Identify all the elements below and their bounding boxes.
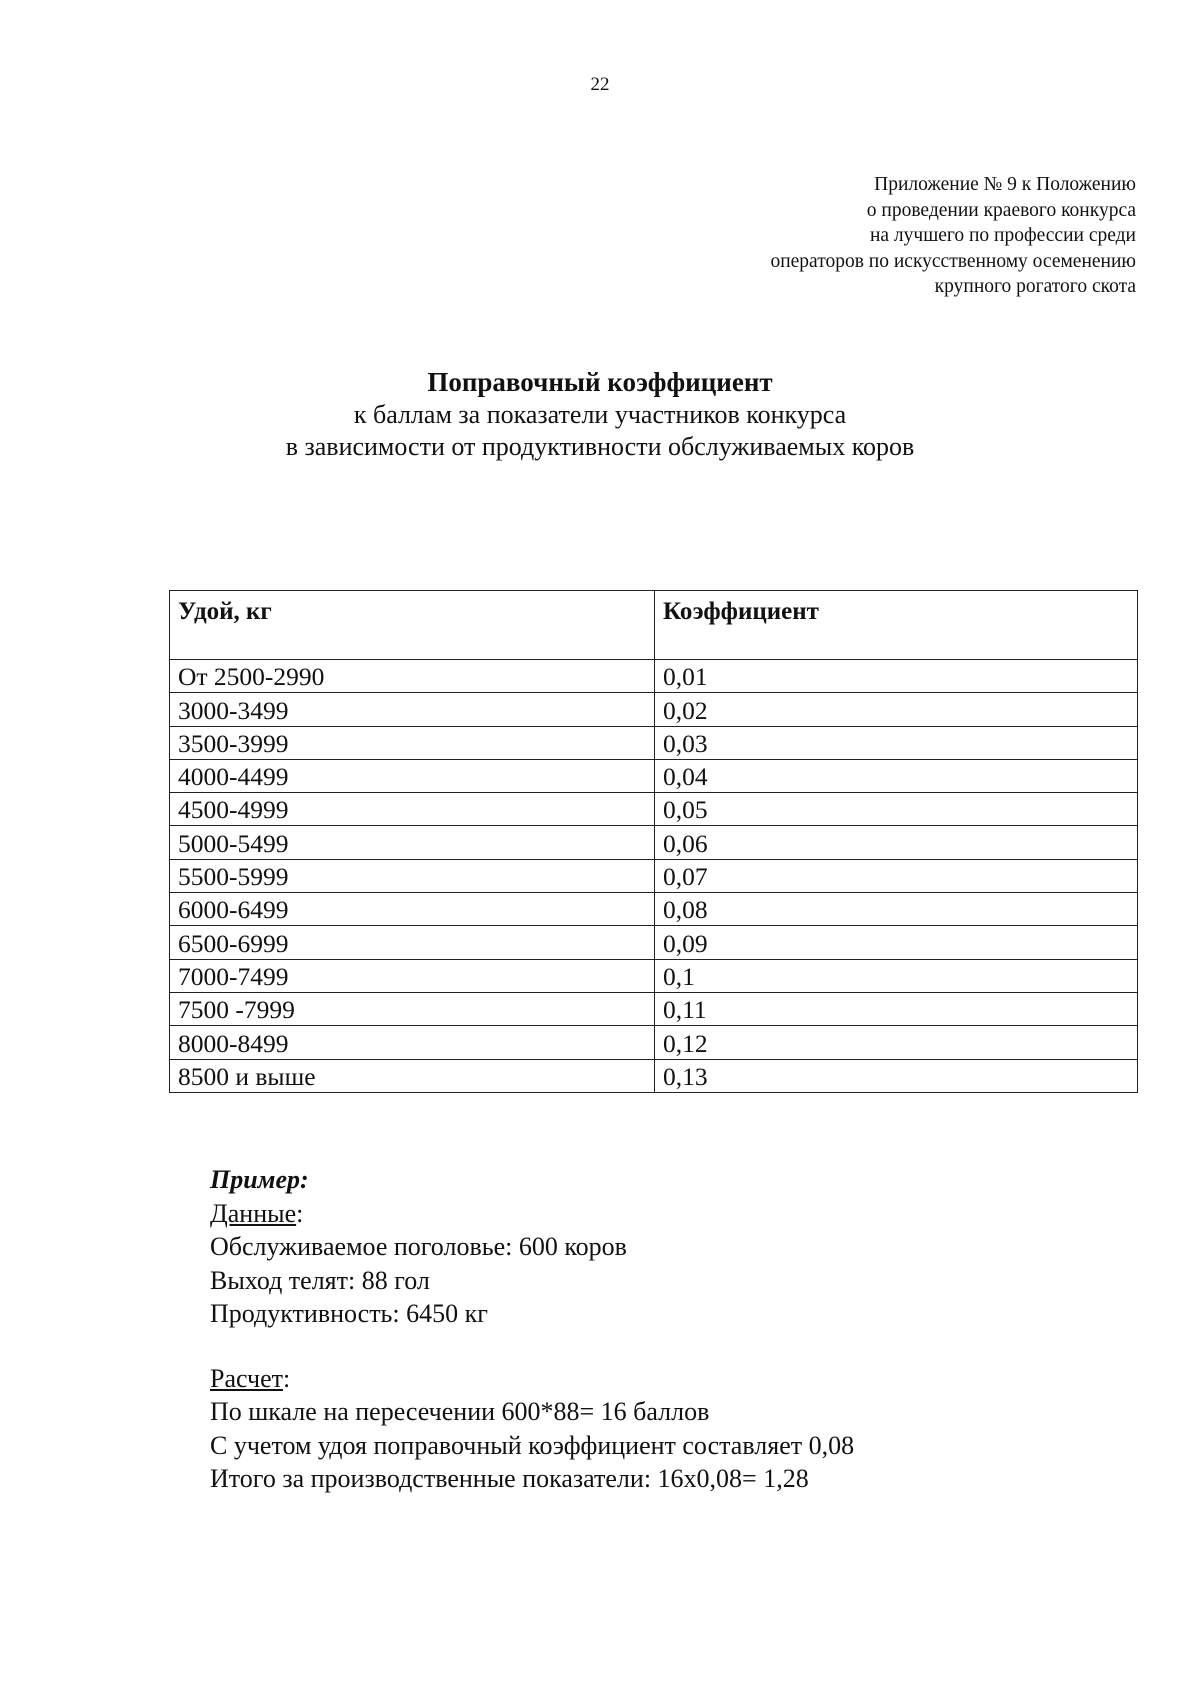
coefficient-cell: 0,05 — [655, 793, 1138, 826]
coefficient-cell: 0,08 — [655, 893, 1138, 926]
table-row — [170, 759, 1138, 792]
yield-cell: 8500 и выше — [170, 1059, 655, 1092]
data-line: Продуктивность: 6450 кг — [210, 1299, 488, 1328]
table-row — [170, 693, 1138, 726]
column-header-yield: Удой, кг — [170, 591, 655, 660]
appendix-header — [770, 172, 1136, 300]
yield-cell: 3000-3499 — [170, 693, 655, 726]
table-row — [170, 793, 1138, 826]
yield-cell: 6500-6999 — [170, 926, 655, 959]
calc-colon: : — [283, 1363, 291, 1393]
table-body — [170, 660, 1138, 1093]
coefficient-cell: 0,01 — [655, 660, 1138, 693]
page-number: 22 — [590, 74, 610, 95]
title-line-3: в зависимости от продуктивности обслуживаемых коров — [285, 432, 915, 461]
data-line: Обслуживаемое поголовье: 600 коров — [210, 1232, 627, 1261]
coefficient-cell: 0,13 — [655, 1059, 1138, 1092]
yield-cell: 8000-8499 — [170, 1026, 655, 1059]
yield-cell: 4000-4499 — [170, 759, 655, 792]
appendix-line: о проведении краевого конкурса — [866, 199, 1136, 221]
example-title: Пример: — [210, 1165, 309, 1194]
title-main: Поправочный коэффициент — [427, 367, 773, 397]
coefficient-cell: 0,04 — [655, 759, 1138, 792]
data-colon: : — [296, 1198, 304, 1228]
table-row — [170, 859, 1138, 892]
document-title — [0, 366, 1200, 463]
yield-cell: 3500-3999 — [170, 726, 655, 759]
appendix-line: Приложение № 9 к Положению — [874, 174, 1136, 195]
coefficient-cell: 0,02 — [655, 693, 1138, 726]
yield-cell: 5500-5999 — [170, 859, 655, 892]
calc-line: Итого за производственные показатели: 16х0,08= 1,28 — [210, 1464, 809, 1493]
table-row — [170, 1026, 1138, 1059]
coefficient-cell: 0,12 — [655, 1026, 1138, 1059]
coefficient-cell: 0,03 — [655, 726, 1138, 759]
appendix-line: крупного рогатого скота — [934, 276, 1136, 297]
table-row — [170, 826, 1138, 859]
data-label: Данные — [210, 1198, 297, 1228]
coefficient-cell: 0,09 — [655, 926, 1138, 959]
coefficient-cell: 0,11 — [655, 992, 1138, 1025]
calc-line: С учетом удоя поправочный коэффициент составляет 0,08 — [210, 1430, 855, 1460]
calc-label: Расчет — [210, 1363, 283, 1393]
calc-line: По шкале на пересечении 600*88= 16 баллов — [210, 1397, 710, 1426]
column-header-coefficient: Коэффициент — [655, 591, 1138, 660]
yield-cell: От 2500-2990 — [170, 660, 655, 693]
table-header-row — [170, 591, 1138, 660]
calc-heading — [210, 1362, 854, 1396]
coefficient-table — [169, 590, 1138, 1093]
appendix-line: на лучшего по профессии среди — [869, 225, 1136, 246]
yield-cell: 6000-6499 — [170, 893, 655, 926]
table-row — [170, 660, 1138, 693]
yield-cell: 7000-7499 — [170, 959, 655, 992]
table-row — [170, 959, 1138, 992]
coefficient-cell: 0,07 — [655, 859, 1138, 892]
title-line-2: к баллам за показатели участников конкурса — [353, 400, 847, 429]
table-row — [170, 1059, 1138, 1092]
yield-cell: 4500-4999 — [170, 793, 655, 826]
coefficient-cell: 0,1 — [655, 959, 1138, 992]
table-row — [170, 992, 1138, 1025]
yield-cell: 7500 -7999 — [170, 992, 655, 1025]
yield-cell: 5000-5499 — [170, 826, 655, 859]
example-section — [210, 1163, 854, 1496]
data-heading — [210, 1197, 854, 1231]
data-line: Выход телят: 88 гол — [210, 1265, 430, 1295]
table-row — [170, 926, 1138, 959]
table-row — [170, 893, 1138, 926]
table-row — [170, 726, 1138, 759]
coefficient-cell: 0,06 — [655, 826, 1138, 859]
appendix-line: операторов по искусственному осеменению — [770, 250, 1136, 272]
